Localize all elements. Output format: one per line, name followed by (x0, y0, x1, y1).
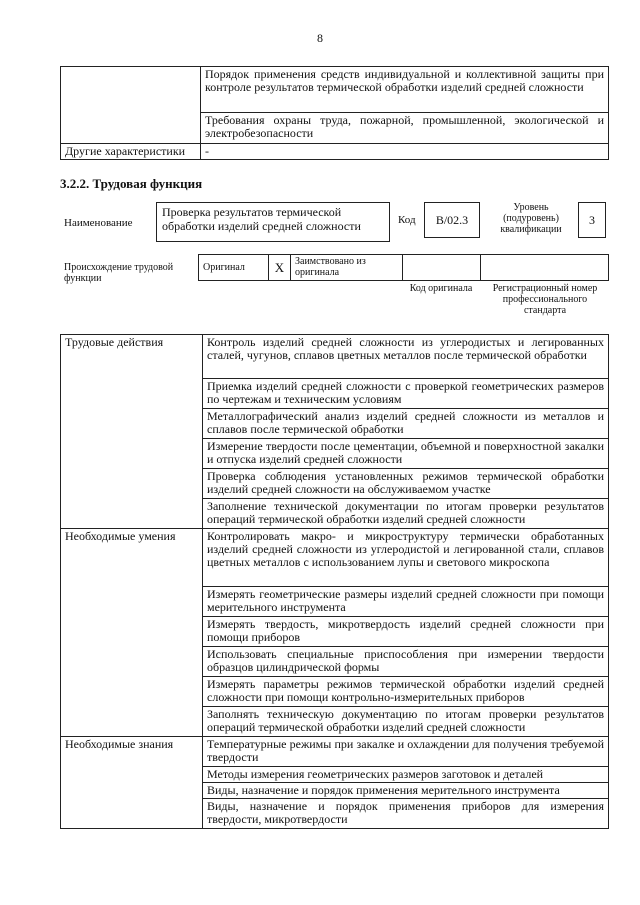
table-cell: Измерение твердости после цементации, объемной и поверхностной закалки и отпуска изделий средней сложности (203, 439, 609, 469)
borrowed-label: Заимствовано из оригинала (291, 255, 403, 281)
code-original-label: Код оригинала (409, 283, 473, 294)
code-label: Код (398, 214, 416, 226)
table-cell: Контролировать макро- и микроструктуру термически обработанных изделий средней сложности из углеродистой и легированной стали, сплавов цветных металлов с использованием лупы и светового микроскопа (203, 529, 609, 587)
level-value: 3 (589, 213, 595, 227)
page-number: 8 (317, 31, 323, 45)
original-mark: X (269, 255, 291, 281)
table-cell: Виды, назначение и порядок применения приборов для измерения твердости, микротвердости (203, 799, 609, 829)
name-label: Наименование (64, 217, 133, 229)
table-cell: Требования охраны труда, пожарной, промышленной, экологической и электробезопасности (201, 113, 609, 144)
reg-number-label: Регистрационный номер профессионального стандарта (492, 283, 598, 316)
level-label: Уровень (подуровень) квалификации (500, 202, 562, 235)
original-label: Оригинал (199, 255, 269, 281)
table-row (61, 67, 609, 113)
table-cell: Проверка соблюдения установленных режимов термической обработки изделий средней сложности на обслуживаемом участке (203, 469, 609, 499)
table-cell: Порядок применения средств индивидуальной и коллективной защиты при контроле результатов термической обработки изделий средней сложности (201, 67, 609, 113)
table-cell: Заполнение технической документации по итогам проверки результатов операций термической обработки изделий средней сложности (203, 499, 609, 529)
code-box (424, 202, 480, 238)
origin-label: Происхождение трудовой функции (64, 262, 174, 284)
section-label: Трудовые действия (61, 335, 203, 529)
section-title: 3.2.2. Трудовая функция (60, 176, 203, 191)
top-table (60, 66, 609, 160)
function-name-value: Проверка результатов термической обработки изделий средней сложности (162, 205, 361, 233)
function-name-box (156, 202, 390, 242)
table-cell: Металлографический анализ изделий средней сложности из металлов и сплавов после термической обработки (203, 409, 609, 439)
main-table (60, 334, 609, 829)
table-row (61, 144, 609, 160)
table-cell: Измерять параметры режимов термической обработки изделий средней сложности при помощи контрольно-измерительных приборов (203, 677, 609, 707)
section-label: Необходимые умения (61, 529, 203, 737)
table-cell: Измерять твердость, микротвердость изделий средней сложности при помощи приборов (203, 617, 609, 647)
table-row (61, 737, 609, 767)
origin-table (198, 254, 609, 281)
table-cell-label: Другие характеристики (61, 144, 201, 160)
table-cell: Методы измерения геометрических размеров заготовок и деталей (203, 767, 609, 783)
table-row (61, 335, 609, 379)
table-cell: Измерять геометрические размеры изделий средней сложности при помощи мерительного инструмента (203, 587, 609, 617)
table-cell: Контроль изделий средней сложности из углеродистых и легированных сталей, чугунов, сплавов цветных металлов после термической обработки (203, 335, 609, 379)
table-cell: Приемка изделий средней сложности с проверкой геометрических размеров по чертежам и техническим условиям (203, 379, 609, 409)
table-cell: Температурные режимы при закалке и охлаждении для получения требуемой твердости (203, 737, 609, 767)
level-box (578, 202, 606, 238)
table-cell: - (201, 144, 609, 160)
table-cell: Заполнять техническую документацию по итогам проверки результатов операций термической обработки изделий средней сложности (203, 707, 609, 737)
table-cell: Использовать специальные приспособления при измерении твердости образцов цилиндрической формы (203, 647, 609, 677)
code-value: B/02.3 (435, 213, 469, 227)
section-label: Необходимые знания (61, 737, 203, 829)
table-cell: Виды, назначение и порядок применения мерительного инструмента (203, 783, 609, 799)
table-row (61, 529, 609, 587)
table-cell-left (61, 67, 201, 144)
reg-number-cell (481, 255, 609, 281)
code-original-cell (403, 255, 481, 281)
table-row (199, 255, 609, 281)
